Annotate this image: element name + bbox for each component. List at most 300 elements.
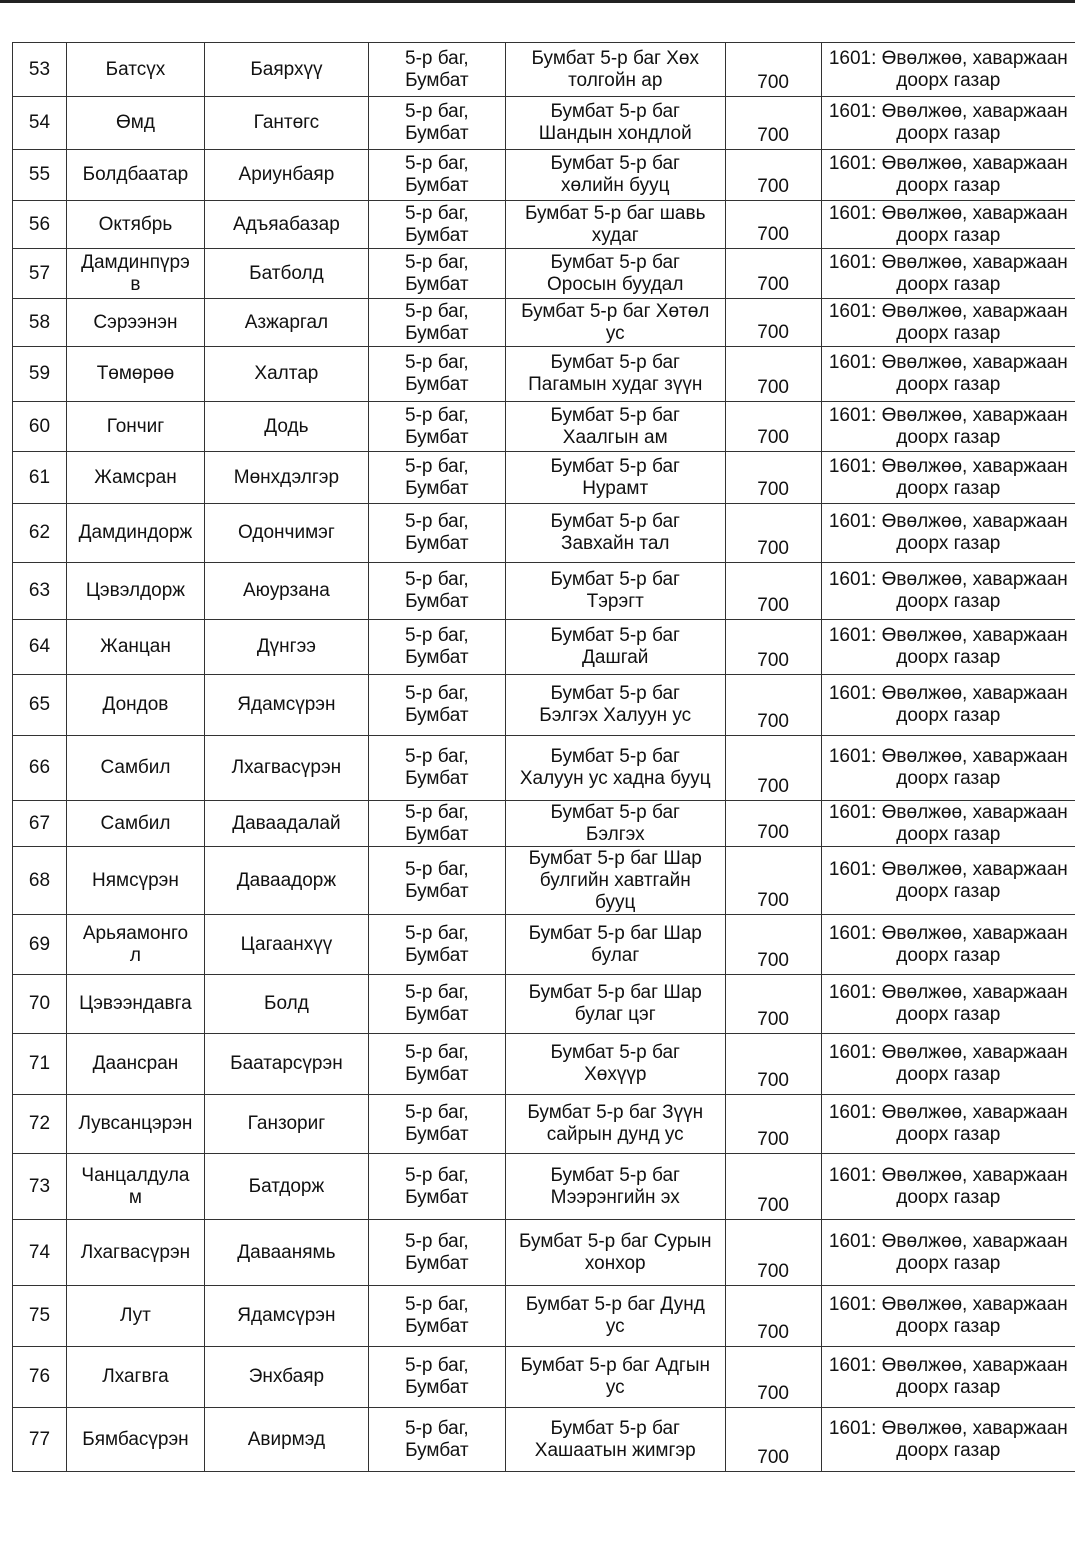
- bag-cell-text: 5-р баг, Бумбат: [405, 47, 469, 91]
- bag-cell-text: 5-р баг, Бумбат: [405, 153, 469, 196]
- row-number-text: 59: [28, 363, 51, 384]
- location-cell-text: Бумбат 5-р баг Шар булаг цэг: [528, 982, 702, 1025]
- location-cell: [505, 504, 725, 563]
- given-name-cell-text: Додь: [264, 415, 309, 437]
- row-number-text: 57: [28, 262, 51, 284]
- bag-cell-text: 5-р баг, Бумбат: [405, 1164, 469, 1208]
- land-category-cell: [821, 1095, 1075, 1154]
- bag-cell-text: 5-р баг, Бумбат: [405, 922, 469, 966]
- land-category-cell: [821, 97, 1075, 150]
- surname-cell: [66, 1286, 204, 1347]
- row-number: [13, 1154, 67, 1220]
- area-cell-text: 700: [757, 1447, 789, 1468]
- location-cell: [505, 347, 725, 402]
- land-category-cell-text: 1601: Өвөлжөө, хаваржаан доорх газар: [828, 153, 1068, 196]
- area-cell: [725, 1154, 821, 1220]
- land-category-cell: [821, 675, 1075, 736]
- land-category-cell: [821, 847, 1075, 915]
- given-name-cell: [204, 43, 368, 97]
- bag-cell-text: 5-р баг, Бумбат: [405, 1102, 469, 1145]
- land-category-cell-text: 1601: Өвөлжөө, хаваржаан доорх газар: [828, 922, 1068, 966]
- surname-cell-text: Самбил: [100, 757, 171, 778]
- area-cell: [725, 847, 821, 915]
- surname-cell: [66, 915, 204, 975]
- row-number: [13, 620, 67, 675]
- row-number: [13, 1286, 67, 1347]
- bag-cell: [368, 915, 505, 975]
- row-number-text: 72: [28, 1113, 51, 1134]
- given-name-cell-text: Даваадалай: [232, 812, 341, 834]
- row-number-text: 67: [28, 812, 51, 834]
- area-cell-text: 700: [757, 1383, 789, 1404]
- area-cell-text: 700: [757, 1261, 789, 1282]
- given-name-cell: [204, 1347, 368, 1408]
- location-cell: [505, 563, 725, 620]
- given-name-cell: [204, 1095, 368, 1154]
- land-category-cell: [821, 43, 1075, 97]
- table-row: [13, 736, 1075, 801]
- table-row: [13, 150, 1075, 201]
- surname-cell: [66, 847, 204, 915]
- given-name-cell: [204, 736, 368, 801]
- row-number-text: 65: [28, 694, 51, 715]
- land-allocation-table: [12, 42, 1075, 1472]
- surname-cell-text: Самбил: [100, 812, 171, 834]
- location-cell: [505, 1347, 725, 1408]
- area-cell: [725, 915, 821, 975]
- location-cell: [505, 201, 725, 249]
- surname-cell-text: Даансран: [92, 1053, 179, 1074]
- area-cell: [725, 563, 821, 620]
- surname-cell-text: Бямбасүрэн: [82, 1428, 189, 1450]
- area-cell-text: 700: [757, 125, 789, 146]
- row-number: [13, 975, 67, 1034]
- surname-cell-text: Октябрь: [98, 213, 173, 235]
- surname-cell: [66, 675, 204, 736]
- bag-cell: [368, 1220, 505, 1286]
- location-cell-text: Бумбат 5-р баг Дунд ус: [525, 1294, 705, 1337]
- bag-cell: [368, 347, 505, 402]
- surname-cell: [66, 347, 204, 402]
- table-row: [13, 847, 1075, 915]
- area-cell-text: 700: [757, 322, 789, 343]
- location-cell-text: Бумбат 5-р баг Нурамт: [550, 455, 680, 499]
- area-cell: [725, 1286, 821, 1347]
- given-name-cell: [204, 347, 368, 402]
- bag-cell: [368, 402, 505, 452]
- location-cell-text: Бумбат 5-р баг Оросын буудал: [547, 251, 684, 295]
- bag-cell: [368, 299, 505, 347]
- bag-cell-text: 5-р баг, Бумбат: [405, 202, 469, 246]
- area-cell: [725, 43, 821, 97]
- row-number-text: 76: [28, 1366, 51, 1387]
- land-category-cell: [821, 201, 1075, 249]
- row-number-text: 74: [28, 1241, 51, 1263]
- row-number: [13, 847, 67, 915]
- table-row: [13, 675, 1075, 736]
- location-cell-text: Бумбат 5-р баг Бэлгэх Халуун ус: [539, 683, 692, 726]
- given-name-cell: [204, 1220, 368, 1286]
- bag-cell-text: 5-р баг, Бумбат: [405, 858, 469, 902]
- surname-cell-text: Батсүх: [105, 58, 166, 80]
- bag-cell: [368, 43, 505, 97]
- row-number: [13, 249, 67, 299]
- given-name-cell: [204, 150, 368, 201]
- area-cell-text: 700: [757, 822, 789, 843]
- area-cell: [725, 1220, 821, 1286]
- bag-cell-text: 5-р баг, Бумбат: [405, 1230, 469, 1274]
- surname-cell: [66, 736, 204, 801]
- surname-cell: [66, 1347, 204, 1408]
- bag-cell-text: 5-р баг, Бумбат: [405, 1294, 469, 1337]
- location-cell: [505, 736, 725, 801]
- surname-cell-text: Өмд: [115, 112, 155, 133]
- land-category-cell-text: 1601: Өвөлжөө, хаваржаан доорх газар: [828, 251, 1068, 295]
- location-cell-text: Бумбат 5-р баг Хаалгын ам: [550, 404, 680, 448]
- location-cell-text: Бумбат 5-р баг Зүүн сайрын дунд ус: [527, 1102, 704, 1145]
- location-cell-text: Бумбат 5-р баг Шар булгийн хавтгайн бууц: [528, 847, 702, 913]
- given-name-cell-text: Баярхүү: [250, 58, 323, 80]
- row-number-text: 62: [28, 522, 51, 543]
- location-cell: [505, 150, 725, 201]
- row-number-text: 61: [28, 466, 51, 488]
- area-cell: [725, 801, 821, 847]
- table-row: [13, 975, 1075, 1034]
- given-name-cell: [204, 504, 368, 563]
- given-name-cell: [204, 201, 368, 249]
- row-number-text: 73: [28, 1175, 51, 1197]
- surname-cell: [66, 1408, 204, 1472]
- surname-cell-text: Дамдиндорж: [78, 522, 193, 543]
- area-cell-text: 700: [757, 1322, 789, 1343]
- table-row: [13, 1286, 1075, 1347]
- table-row: [13, 801, 1075, 847]
- location-cell: [505, 1286, 725, 1347]
- surname-cell: [66, 97, 204, 150]
- surname-cell-text: Лут: [120, 1305, 151, 1326]
- table-row: [13, 201, 1075, 249]
- given-name-cell-text: Лхагвасүрэн: [231, 757, 342, 778]
- table-row: [13, 563, 1075, 620]
- row-number-text: 54: [28, 112, 51, 133]
- table-row: [13, 452, 1075, 504]
- given-name-cell-text: Адъяабазар: [233, 213, 340, 235]
- land-category-cell-text: 1601: Өвөлжөө, хаваржаан доорх газар: [828, 300, 1068, 344]
- land-category-cell: [821, 1347, 1075, 1408]
- given-name-cell-text: Гантөгс: [253, 112, 320, 133]
- land-category-cell: [821, 975, 1075, 1034]
- surname-cell-text: Чанцалдула м: [81, 1164, 190, 1208]
- given-name-cell: [204, 915, 368, 975]
- location-cell-text: Бумбат 5-р баг Хөхүүр: [550, 1042, 680, 1085]
- land-category-cell-text: 1601: Өвөлжөө, хаваржаан доорх газар: [828, 455, 1068, 499]
- row-number-text: 66: [28, 757, 51, 778]
- land-category-cell-text: 1601: Өвөлжөө, хаваржаан доорх газар: [828, 101, 1068, 144]
- row-number: [13, 1408, 67, 1472]
- given-name-cell: [204, 97, 368, 150]
- bag-cell-text: 5-р баг, Бумбат: [405, 511, 469, 554]
- bag-cell-text: 5-р баг, Бумбат: [405, 982, 469, 1025]
- given-name-cell-text: Даваадорж: [236, 869, 337, 891]
- given-name-cell: [204, 299, 368, 347]
- location-cell: [505, 97, 725, 150]
- surname-cell-text: Гончиг: [106, 415, 165, 437]
- surname-cell-text: Жанцан: [100, 636, 171, 657]
- given-name-cell-text: Азжаргал: [244, 311, 329, 333]
- land-category-cell: [821, 150, 1075, 201]
- land-category-cell: [821, 1408, 1075, 1472]
- area-cell-text: 700: [757, 711, 789, 732]
- given-name-cell-text: Батболд: [249, 262, 324, 284]
- area-cell: [725, 347, 821, 402]
- land-category-cell-text: 1601: Өвөлжөө, хаваржаан доорх газар: [828, 404, 1068, 448]
- land-category-cell: [821, 504, 1075, 563]
- land-category-cell: [821, 452, 1075, 504]
- row-number-text: 63: [28, 580, 51, 601]
- bag-cell-text: 5-р баг, Бумбат: [405, 569, 469, 612]
- bag-cell: [368, 1286, 505, 1347]
- table-body: [13, 43, 1075, 1472]
- bag-cell: [368, 975, 505, 1034]
- given-name-cell: [204, 563, 368, 620]
- area-cell: [725, 1408, 821, 1472]
- location-cell: [505, 1408, 725, 1472]
- location-cell: [505, 43, 725, 97]
- location-cell: [505, 1220, 725, 1286]
- surname-cell-text: Арьяамонго л: [82, 922, 189, 966]
- given-name-cell-text: Халтар: [254, 363, 319, 384]
- bag-cell-text: 5-р баг, Бумбат: [405, 1355, 469, 1398]
- surname-cell-text: Нямсүрэн: [92, 869, 179, 891]
- table-row: [13, 43, 1075, 97]
- location-cell-text: Бумбат 5-р баг Хөх толгойн ар: [531, 47, 699, 91]
- given-name-cell-text: Болд: [264, 993, 309, 1014]
- row-number: [13, 150, 67, 201]
- location-cell-text: Бумбат 5-р баг Хашаатын жимгэр: [534, 1417, 696, 1461]
- surname-cell: [66, 1220, 204, 1286]
- location-cell: [505, 801, 725, 847]
- row-number: [13, 801, 67, 847]
- land-category-cell: [821, 1220, 1075, 1286]
- land-category-cell: [821, 620, 1075, 675]
- given-name-cell-text: Ядамсүрэн: [237, 694, 336, 715]
- row-number: [13, 1220, 67, 1286]
- surname-cell: [66, 249, 204, 299]
- table-row: [13, 1154, 1075, 1220]
- surname-cell: [66, 150, 204, 201]
- area-cell: [725, 97, 821, 150]
- area-cell: [725, 975, 821, 1034]
- land-category-cell-text: 1601: Өвөлжөө, хаваржаан доорх газар: [828, 801, 1068, 845]
- bag-cell: [368, 1095, 505, 1154]
- bag-cell: [368, 504, 505, 563]
- land-category-cell-text: 1601: Өвөлжөө, хаваржаан доорх газар: [828, 569, 1068, 612]
- row-number: [13, 1347, 67, 1408]
- surname-cell-text: Жамсран: [94, 466, 177, 488]
- surname-cell-text: Лувсанцэрэн: [78, 1113, 193, 1134]
- table-row: [13, 402, 1075, 452]
- row-number-text: 77: [28, 1428, 51, 1450]
- given-name-cell-text: Батдорж: [248, 1175, 325, 1197]
- land-category-cell: [821, 249, 1075, 299]
- area-cell: [725, 402, 821, 452]
- area-cell: [725, 1095, 821, 1154]
- table-row: [13, 504, 1075, 563]
- area-cell: [725, 1347, 821, 1408]
- location-cell: [505, 299, 725, 347]
- row-number-text: 69: [28, 933, 51, 955]
- land-category-cell-text: 1601: Өвөлжөө, хаваржаан доорх газар: [828, 352, 1068, 395]
- given-name-cell: [204, 1034, 368, 1095]
- location-cell: [505, 620, 725, 675]
- bag-cell-text: 5-р баг, Бумбат: [405, 801, 469, 845]
- given-name-cell-text: Энхбаяр: [248, 1366, 325, 1387]
- surname-cell: [66, 975, 204, 1034]
- table-row: [13, 1408, 1075, 1472]
- land-category-cell: [821, 1154, 1075, 1220]
- location-cell-text: Бумбат 5-р баг Пагамын худаг зүүн: [528, 352, 703, 395]
- bag-cell-text: 5-р баг, Бумбат: [405, 455, 469, 499]
- row-number-text: 56: [28, 213, 51, 235]
- land-category-cell: [821, 1286, 1075, 1347]
- given-name-cell-text: Цагаанхүү: [240, 933, 333, 955]
- land-category-cell-text: 1601: Өвөлжөө, хаваржаан доорх газар: [828, 1164, 1068, 1208]
- location-cell: [505, 847, 725, 915]
- area-cell-text: 700: [757, 176, 789, 197]
- location-cell-text: Бумбат 5-р баг Тэрэгт: [550, 569, 680, 612]
- location-cell: [505, 452, 725, 504]
- given-name-cell-text: Мөнхдэлгэр: [233, 466, 340, 488]
- location-cell-text: Бумбат 5-р баг Хөтөл ус: [521, 300, 710, 344]
- area-cell: [725, 299, 821, 347]
- bag-cell: [368, 1154, 505, 1220]
- surname-cell: [66, 801, 204, 847]
- surname-cell: [66, 452, 204, 504]
- table-row: [13, 97, 1075, 150]
- location-cell-text: Бумбат 5-р баг Бэлгэх: [550, 801, 680, 845]
- area-cell-text: 700: [757, 538, 789, 559]
- location-cell-text: Бумбат 5-р баг Сурын хонхор: [519, 1230, 712, 1274]
- given-name-cell: [204, 801, 368, 847]
- bag-cell: [368, 801, 505, 847]
- surname-cell: [66, 563, 204, 620]
- area-cell: [725, 201, 821, 249]
- area-cell-text: 700: [757, 776, 789, 797]
- row-number-text: 64: [28, 636, 51, 657]
- row-number: [13, 97, 67, 150]
- land-category-cell-text: 1601: Өвөлжөө, хаваржаан доорх газар: [828, 858, 1068, 902]
- row-number: [13, 201, 67, 249]
- given-name-cell: [204, 1154, 368, 1220]
- location-cell: [505, 1095, 725, 1154]
- surname-cell: [66, 1034, 204, 1095]
- land-category-cell: [821, 915, 1075, 975]
- surname-cell-text: Цэвээндавга: [79, 993, 192, 1014]
- row-number-text: 68: [28, 869, 51, 891]
- given-name-cell: [204, 847, 368, 915]
- table-row: [13, 1095, 1075, 1154]
- location-cell: [505, 249, 725, 299]
- location-cell-text: Бумбат 5-р баг Халуун ус хадна бууц: [519, 746, 711, 789]
- area-cell: [725, 249, 821, 299]
- row-number-text: 60: [28, 415, 51, 437]
- given-name-cell: [204, 675, 368, 736]
- land-category-cell: [821, 402, 1075, 452]
- land-category-cell: [821, 347, 1075, 402]
- surname-cell: [66, 1154, 204, 1220]
- row-number-text: 58: [28, 311, 51, 333]
- bag-cell-text: 5-р баг, Бумбат: [405, 404, 469, 448]
- surname-cell-text: Лхагвга: [102, 1366, 169, 1387]
- given-name-cell: [204, 1286, 368, 1347]
- given-name-cell-text: Баатарсүрэн: [230, 1053, 343, 1074]
- location-cell-text: Бумбат 5-р баг Шандын хондлой: [538, 101, 692, 144]
- area-cell-text: 700: [757, 479, 789, 500]
- location-cell-text: Бумбат 5-р баг шавь худаг: [524, 202, 706, 246]
- row-number: [13, 402, 67, 452]
- location-cell-text: Бумбат 5-р баг Шар булаг: [528, 922, 702, 966]
- row-number: [13, 736, 67, 801]
- table-row: [13, 1347, 1075, 1408]
- land-category-cell-text: 1601: Өвөлжөө, хаваржаан доорх газар: [828, 982, 1068, 1025]
- bag-cell: [368, 1408, 505, 1472]
- row-number-text: 55: [28, 164, 51, 185]
- land-category-cell-text: 1601: Өвөлжөө, хаваржаан доорх газар: [828, 1355, 1068, 1398]
- bag-cell-text: 5-р баг, Бумбат: [405, 746, 469, 789]
- area-cell-text: 700: [757, 274, 789, 295]
- surname-cell: [66, 201, 204, 249]
- land-category-cell-text: 1601: Өвөлжөө, хаваржаан доорх газар: [828, 1294, 1068, 1337]
- location-cell: [505, 1034, 725, 1095]
- surname-cell-text: Болдбаатар: [82, 164, 189, 185]
- location-cell-text: Бумбат 5-р баг хөлийн бууц: [550, 153, 680, 196]
- location-cell: [505, 1154, 725, 1220]
- table-row: [13, 299, 1075, 347]
- table-row: [13, 915, 1075, 975]
- location-cell-text: Бумбат 5-р баг Завхайн тал: [550, 511, 680, 554]
- area-cell-text: 700: [757, 650, 789, 671]
- bag-cell: [368, 249, 505, 299]
- row-number: [13, 299, 67, 347]
- table-row: [13, 1034, 1075, 1095]
- land-category-cell: [821, 1034, 1075, 1095]
- given-name-cell-text: Одончимэг: [238, 522, 335, 543]
- given-name-cell-text: Авирмэд: [247, 1428, 326, 1450]
- area-cell: [725, 150, 821, 201]
- given-name-cell: [204, 620, 368, 675]
- row-number-text: 53: [28, 58, 51, 80]
- land-category-cell-text: 1601: Өвөлжөө, хаваржаан доорх газар: [828, 1102, 1068, 1145]
- row-number: [13, 563, 67, 620]
- bag-cell: [368, 620, 505, 675]
- bag-cell-text: 5-р баг, Бумбат: [405, 352, 469, 395]
- area-cell: [725, 620, 821, 675]
- area-cell-text: 700: [757, 72, 789, 93]
- given-name-cell: [204, 975, 368, 1034]
- row-number: [13, 915, 67, 975]
- given-name-cell-text: Ядамсүрэн: [237, 1305, 336, 1326]
- bag-cell: [368, 452, 505, 504]
- surname-cell-text: Сэрээнэн: [93, 311, 178, 333]
- land-category-cell: [821, 736, 1075, 801]
- row-number: [13, 1034, 67, 1095]
- bag-cell-text: 5-р баг, Бумбат: [405, 1042, 469, 1085]
- surname-cell: [66, 299, 204, 347]
- surname-cell-text: Дондов: [102, 694, 169, 715]
- area-cell-text: 700: [757, 890, 789, 911]
- bag-cell: [368, 97, 505, 150]
- row-number: [13, 452, 67, 504]
